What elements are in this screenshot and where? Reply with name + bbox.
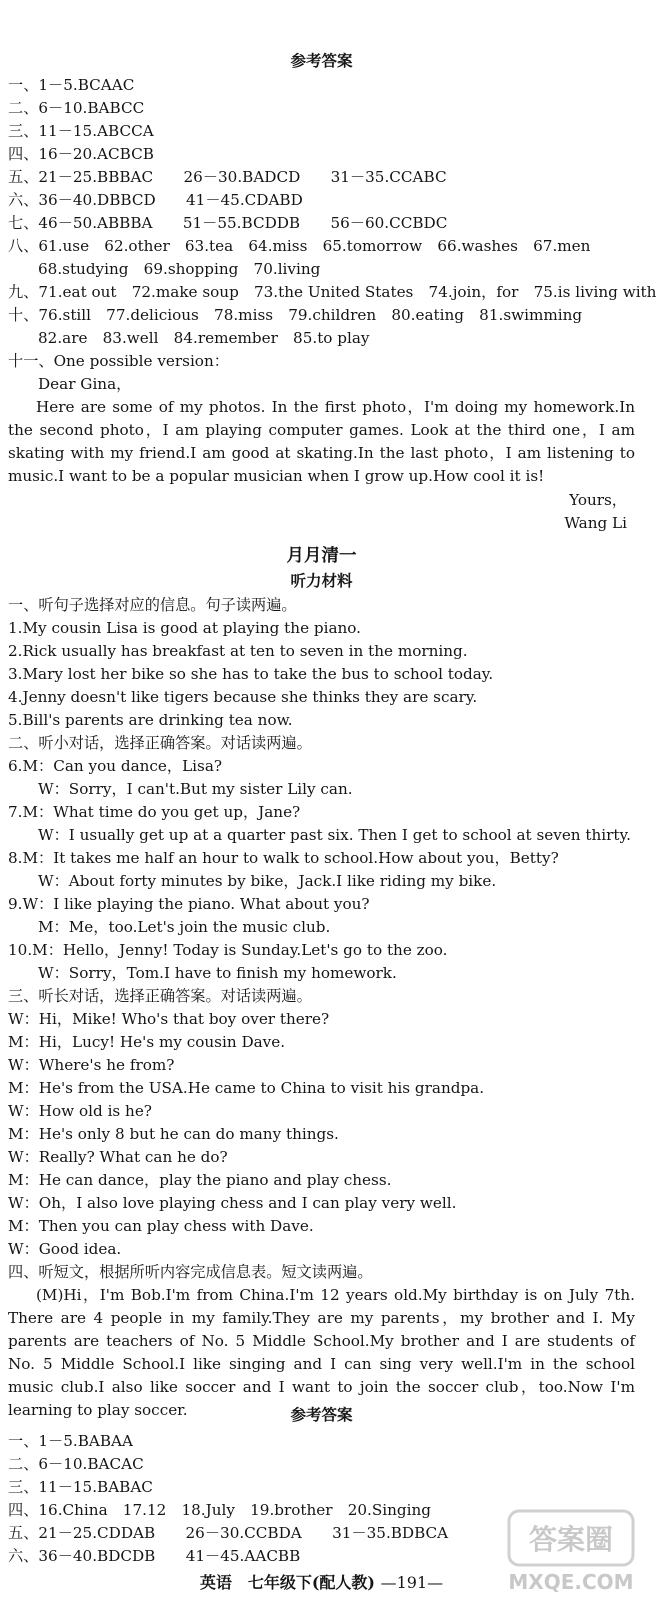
listening-line: 3.Mary lost her bike so she has to take the bus to school today. (8, 665, 494, 683)
listening-line: W：Oh，I also love playing chess and I can play very well. (8, 1194, 457, 1212)
answer-line: 三、11－15.ABCCA (8, 122, 154, 140)
listening-line: W：Hi，Mike! Who's that boy over there? (8, 1010, 330, 1028)
answer-line: 一、1－5.BABAA (8, 1432, 133, 1450)
listening-line: W：Really? What can he do? (8, 1148, 228, 1166)
listening-line: W：I usually get up at a quarter past six. Then I get to school at seven thirty. (38, 826, 631, 844)
listening-title: 听力材料 (290, 571, 353, 590)
answer-line: 二、6－10.BACAC (8, 1455, 144, 1473)
letter-signature: Wang Li (564, 514, 627, 532)
answer-line: 四、16.China 17.12 18.July 19.brother 20.Singing (8, 1501, 432, 1519)
watermark-top-text: 答案圈 (528, 1523, 614, 1556)
listening-line: 2.Rick usually has breakfast at ten to seven in the morning. (8, 642, 468, 660)
listening-line: 6.M：Can you dance，Lisa? (8, 757, 223, 775)
listening-line: 1.My cousin Lisa is good at playing the piano. (8, 619, 362, 637)
listening-instruction: 二、听小对话，选择正确答案。对话读两遍。 (8, 734, 312, 752)
listening-line: 8.M：It takes me half an hour to walk to school.How about you，Betty? (8, 849, 559, 867)
answers-title: 参考答案 (290, 51, 353, 70)
listening-line: W：How old is he? (8, 1102, 152, 1120)
listening-line: M：He's only 8 but he can do many things. (8, 1125, 339, 1143)
listening-instruction: 一、听句子选择对应的信息。句子读两遍。 (8, 596, 297, 614)
answer-line: 八、61.use 62.other 63.tea 64.miss 65.tomorrow 66.washes 67.men (8, 237, 591, 255)
listening-line: W：About forty minutes by bike，Jack.I like riding my bike. (38, 872, 497, 890)
page-number: —191— (380, 1573, 444, 1592)
listening-line: 5.Bill's parents are drinking tea now. (8, 711, 293, 729)
listening-line: M：Then you can play chess with Dave. (8, 1217, 314, 1235)
letter-greeting: Dear Gina， (38, 375, 132, 393)
answer-line: 82.are 83.well 84.remember 85.to play (38, 329, 370, 347)
listening-line: 10.M：Hello，Jenny! Today is Sunday.Let's go to the zoo. (8, 941, 448, 959)
answer-line: 六、36－40.BDCDB 41－45.AACBB (8, 1547, 301, 1565)
answer-line: 九、71.eat out 72.make soup 73.the United States 74.join，for 75.is living with (8, 283, 656, 301)
listening-line: 4.Jenny doesn't like tigers because she thinks they are scary. (8, 688, 478, 706)
section-title: 月月清一 (286, 546, 357, 566)
listening-line: M：Me，too.Let's join the music club. (38, 918, 331, 936)
answers-title: 参考答案 (290, 1405, 353, 1424)
listening-line: W：Good idea. (8, 1240, 122, 1258)
watermark-logo (505, 1505, 637, 1597)
answer-line: 十、76.still 77.delicious 78.miss 79.children 80.eating 81.swimming (8, 306, 583, 324)
answer-line: 五、21－25.BBBAC 26－30.BADCD 31－35.CCABC (8, 168, 447, 186)
watermark-bottom-text: MXQE.COM (508, 1570, 634, 1594)
answer-line: 一、1－5.BCAAC (8, 76, 135, 94)
listening-line: M：He can dance，play the piano and play chess. (8, 1171, 392, 1189)
footer-subject: 英语 七年级下(配人教) (199, 1573, 376, 1592)
listening-line: W：Where's he from? (8, 1056, 175, 1074)
letter-closing: Yours， (569, 491, 627, 509)
answer-line: 三、11－15.BABAC (8, 1478, 153, 1496)
listening-line: M：Hi，Lucy! He's my cousin Dave. (8, 1033, 286, 1051)
answer-line: 四、16－20.ACBCB (8, 145, 154, 163)
listening-line: M：He's from the USA.He came to China to visit his grandpa. (8, 1079, 485, 1097)
listening-instruction: 四、听短文，根据所听内容完成信息表。短文读两遍。 (8, 1263, 373, 1281)
answer-line: 68.studying 69.shopping 70.living (38, 260, 321, 278)
answer-line: 六、36－40.DBBCD 41－45.CDABD (8, 191, 303, 209)
listening-line: 7.M：What time do you get up，Jane? (8, 803, 301, 821)
answer-line: 五、21－25.CDDAB 26－30.CCBDA 31－35.BDBCA (8, 1524, 449, 1542)
listening-passage: (M)Hi，I'm Bob.I'm from China.I'm 12 years old.My birthday is on July 7th. There are 4 people in my family.They are my parents，my brother and I. My parents are teachers of No. 5 Middle School.My brother and I are students of No. 5 Middle School.I like singing and I can sing very well.I'm in the school music club.I also like soccer and I want to join the soccer club，too.Now I'm learning to play soccer. (8, 1286, 635, 1419)
listening-instruction: 三、听长对话，选择正确答案。对话读两遍。 (8, 987, 312, 1005)
answer-line: 七、46－50.ABBBA 51－55.BCDDB 56－60.CCBDC (8, 214, 448, 232)
listening-line: W：Sorry，Tom.I have to finish my homework. (38, 964, 397, 982)
listening-line: 9.W：I like playing the piano. What about you? (8, 895, 370, 913)
answer-line: 二、6－10.BABCC (8, 99, 145, 117)
letter-body: Here are some of my photos. In the first photo，I'm doing my homework.In the second photo，I am playing computer games. Look at the third one，I am skating with my friend.I am good at skating.In the last photo，I am listening to music.I want to be a popular musician when I grow up.How cool it is! (8, 398, 635, 485)
answer-line: 十一、One possible version： (8, 352, 229, 370)
listening-line: W：Sorry，I can't.But my sister Lily can. (38, 780, 353, 798)
